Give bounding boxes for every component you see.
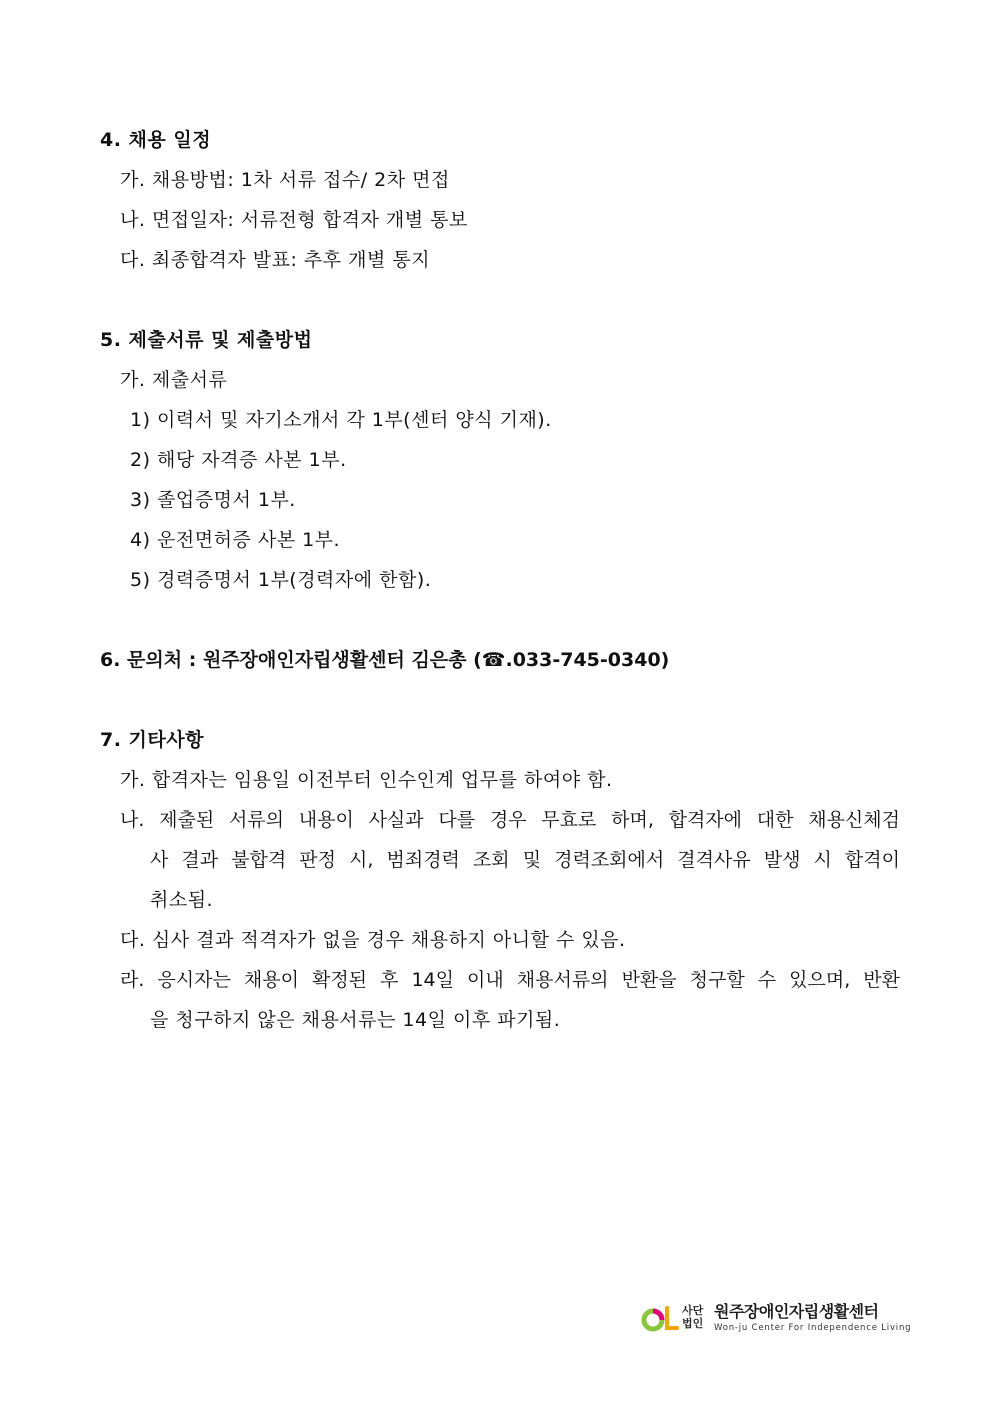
section-7-item-na-line-1: 나. 제출된 서류의 내용이 사실과 다를 경우 무효로 하며, 합격자에 대한 채용신체검 [120, 809, 900, 831]
section-6-contact: 6. 문의처 : 원주장애인자립생활센터 김은총 (☎.033-745-0340) [100, 649, 670, 671]
section-4-item-1: 가. 채용방법: 1차 서류 접수/ 2차 면접 [120, 169, 450, 191]
logo-mark-icon [640, 1304, 680, 1334]
section-5-heading: 5. 제출서류 및 제출방법 [100, 329, 313, 351]
section-7-item-ga: 가. 합격자는 임용일 이전부터 인수인계 업무를 하여야 함. [120, 769, 613, 791]
section-7-heading: 7. 기타사항 [100, 729, 204, 751]
section-4-item-3: 다. 최종합격자 발표: 추후 개별 통지 [120, 249, 431, 271]
section-5-doc-3: 3) 졸업증명서 1부. [130, 489, 296, 511]
logo-org-name: 원주장애인자립생활센터 [714, 1302, 879, 1321]
logo-org-name-en: Won-ju Center For Independence Living [714, 1323, 912, 1333]
section-7-item-na-line-3: 취소됨. [150, 889, 214, 911]
section-7-item-da: 다. 심사 결과 적격자가 없을 경우 채용하지 아니할 수 있음. [120, 929, 626, 951]
section-7-item-ra-line-2: 을 청구하지 않은 채용서류는 14일 이후 파기됨. [150, 1009, 561, 1031]
section-7-item-ra-line-1: 라. 응시자는 채용이 확정된 후 14일 이내 채용서류의 반환을 청구할 수 있으며, 반환 [120, 969, 900, 991]
section-5-doc-2: 2) 해당 자격증 사본 1부. [130, 449, 347, 471]
logo-org-type-line-1: 사단 [682, 1304, 704, 1317]
section-5-doc-4: 4) 운전면허증 사본 1부. [130, 529, 341, 551]
section-5-doc-5: 5) 경력증명서 1부(경력자에 한함). [130, 569, 432, 591]
section-4-heading: 4. 채용 일정 [100, 129, 212, 151]
logo-org-type-line-2: 법인 [682, 1317, 704, 1330]
section-5-sub-heading: 가. 제출서류 [120, 369, 228, 391]
logo-org-type [682, 1304, 703, 1330]
section-4-item-2: 나. 면접일자: 서류전형 합격자 개별 통보 [120, 209, 468, 231]
section-5-doc-1: 1) 이력서 및 자기소개서 각 1부(센터 양식 기재). [130, 409, 552, 431]
section-7-item-na-line-2: 사 결과 불합격 판정 시, 범죄경력 조회 및 경력조회에서 결격사유 발생 시 합격이 [150, 849, 900, 871]
organization-logo [640, 1302, 912, 1336]
